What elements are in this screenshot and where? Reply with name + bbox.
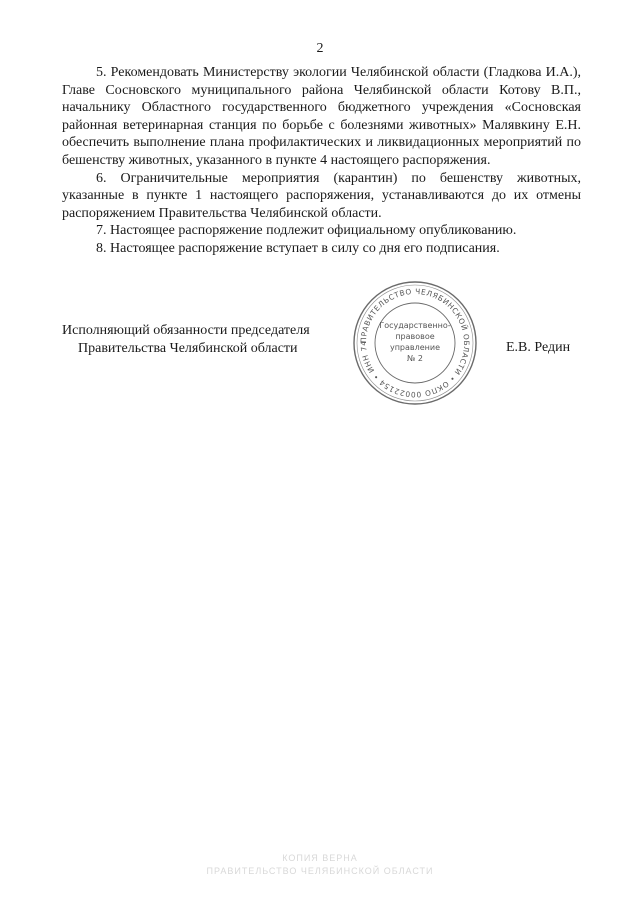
paragraph-5: 5. Рекомендовать Министерству экологии Челябинской области (Гладкова И.А.), Главе Сосновского муниципального района Челябинской области Котову В.П., начальнику Областного государственного бюджетного учреждения «Сосновская районная ветеринарная станция по борьбе с болезнями животных» Малявкину Е.Н. обеспечить выполнение плана профилактических и ликвидационных мероприятий по бешенству животных, указанного в пункте 4 настоящего распоряжения. <box>62 65 581 168</box>
seal-center-line2: правовое <box>395 332 435 341</box>
document-body <box>62 64 581 258</box>
seal-graphic <box>350 278 480 408</box>
footer-faint-line2: ПРАВИТЕЛЬСТВО ЧЕЛЯБИНСКОЙ ОБЛАСТИ <box>206 866 434 876</box>
signature-title-line2: Правительства Челябинской области <box>78 340 298 356</box>
seal-ring-text: ПРАВИТЕЛЬСТВО ЧЕЛЯБИНСКОЙ ОБЛАСТИ • ОКПО 00022154 • ИНН 74 <box>358 286 472 400</box>
paragraph-8: 8. Настоящее распоряжение вступает в силу со дня его подписания. <box>96 240 500 256</box>
footer-faint-line1: КОПИЯ ВЕРНА <box>282 853 358 863</box>
signer-name: Е.В. Редин <box>506 340 571 355</box>
seal-center-line3: управление <box>389 343 441 352</box>
page-number: 2 <box>316 41 324 56</box>
paragraph-7: 7. Настоящее распоряжение подлежит официальному опубликованию. <box>96 223 517 239</box>
signature-title <box>62 322 310 357</box>
paragraph-6: 6. Ограничительные мероприятия (карантин) по бешенству животных, указанные в пункте 1 настоящего распоряжения, устанавливаются до их отмены распоряжением Правительства Челябинской области. <box>62 170 581 221</box>
seal-center-line1: Государственно- <box>379 321 451 330</box>
seal-center-line4: № 2 <box>407 354 423 363</box>
official-seal-stamp <box>350 278 480 408</box>
signature-title-line1: Исполняющий обязанности председателя <box>62 323 310 338</box>
